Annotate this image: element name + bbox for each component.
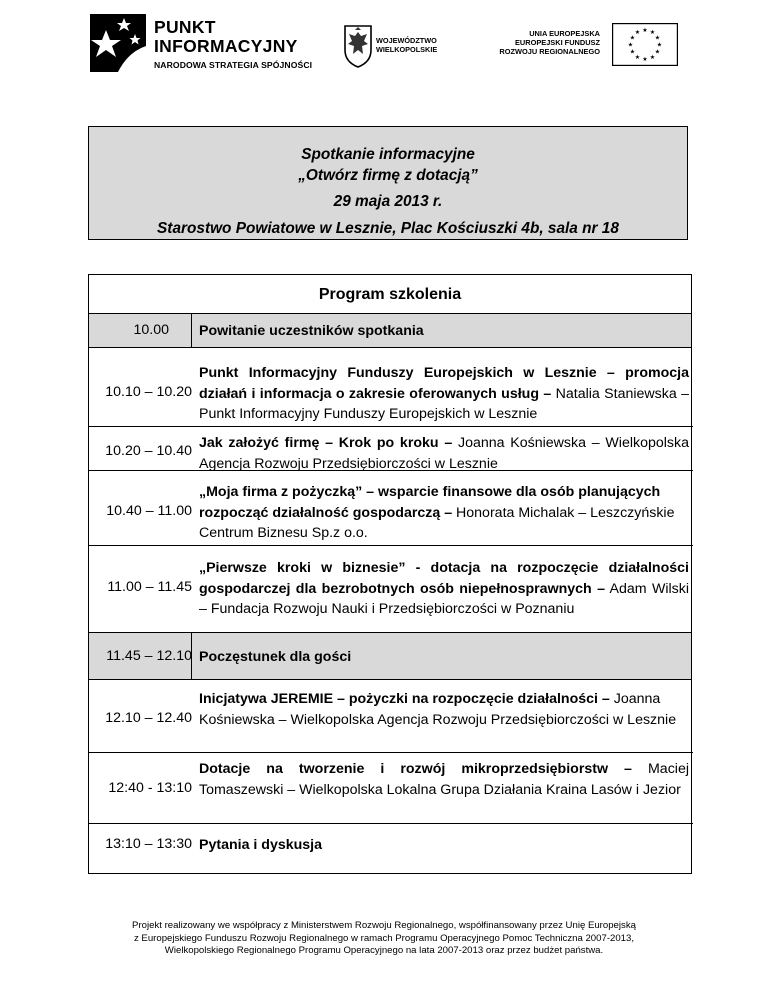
svg-text:★: ★ [656, 41, 663, 49]
row-divider [191, 632, 192, 680]
svg-text:★: ★ [654, 34, 661, 42]
event-title: Spotkanie informacyjne [301, 146, 475, 163]
program-row [89, 429, 691, 473]
program-table [88, 274, 692, 874]
program-row [89, 834, 691, 864]
row-title: Poczęstunek dla gości [199, 649, 352, 665]
footer-line3: Wielkopolskiego Regionalnego Programu Operacyjnego na lata 2007-2013 oraz przez budżet państwa. [164, 945, 604, 956]
nss-label: NARODOWA STRATEGIA SPÓJNOŚCI [154, 60, 313, 70]
eu-line2: EUROPEJSKI FUNDUSZ [514, 38, 600, 47]
row-speaker: Maciej Tomaszewski – Wielkopolska Lokalna Grupa Działania Kraina Lasów i Jezior [199, 761, 689, 798]
svg-text:★: ★ [649, 29, 656, 36]
svg-text:★: ★ [634, 54, 641, 61]
row-desc [199, 363, 689, 425]
svg-text:★: ★ [629, 34, 636, 42]
eu-line3: ROZWOJU REGIONALNEGO [499, 47, 600, 56]
program-row [89, 556, 691, 620]
punkt-label: PUNKT [154, 17, 216, 37]
row-time: 10.10 – 10.20 [105, 384, 192, 400]
row-speaker: Honorata Michalak – Leszczyńskie Centrum Biznesu Sp.z o.o. [199, 504, 675, 541]
program-row [89, 757, 691, 821]
eu-line1: UNIA EUROPEJSKA [529, 29, 600, 38]
program-row [89, 314, 691, 348]
informacyjny-label: INFORMACYJNY [154, 36, 298, 56]
program-row [89, 361, 691, 425]
row-speaker: Adam Wilski – Fundacja Rozwoju Nauki i Przedsiębiorczości w Poznaniu [199, 580, 689, 617]
row-desc [199, 433, 689, 474]
svg-text:★: ★ [629, 48, 636, 56]
row-title: Dotacje na tworzenie i rozwój mikroprzedsiębiorstw – [199, 761, 632, 777]
row-time: 11.00 – 11.45 [107, 579, 192, 595]
row-separator [89, 752, 693, 753]
row-time: 12:40 - 13:10 [108, 780, 192, 796]
svg-text:★: ★ [634, 29, 641, 36]
eu-logo [488, 23, 680, 67]
row-separator [89, 823, 693, 824]
program-row [89, 480, 691, 544]
row-speaker: Joanna Kośniewska – Wielkopolska Agencja Rozwoju Przedsiębiorczości w Lesznie [199, 691, 677, 728]
svg-text:★: ★ [642, 56, 648, 63]
row-desc [199, 835, 689, 856]
row-divider [191, 314, 192, 347]
program-row [89, 687, 691, 751]
row-title: Punkt Informacyjny Funduszy Europejskich w Lesznie – promocja działań i informacja o zakresie oferowanych usług – [199, 365, 689, 402]
row-desc [199, 321, 689, 342]
row-desc [199, 647, 689, 668]
program-heading: Program szkolenia [89, 275, 691, 314]
row-time: 10.00 [133, 322, 169, 338]
footer-line1: Projekt realizowany we współpracy z Ministerstwem Rozwoju Regionalnego, współfinansowany przez Unię Europejską [132, 920, 636, 931]
eu-flag-icon [612, 23, 678, 66]
row-time: 11.45 – 12.10 [106, 648, 192, 664]
svg-text:★: ★ [649, 54, 656, 61]
event-subtitle: „Otwórz firmę z dotacją” [298, 167, 478, 184]
wojewodztwo-line2: WIELKOPOLSKIE [376, 45, 438, 54]
row-desc [199, 759, 689, 800]
row-title: „Pierwsze kroki w biznesie” - dotacja na rozpoczęcie działalności gospodarczej dla bezrobotnych osób niepełnosprawnych – [199, 560, 689, 597]
row-time: 10.40 – 11.00 [106, 503, 192, 519]
row-title: Jak założyć firmę – Krok po kroku – [199, 435, 453, 451]
row-separator [89, 426, 693, 427]
row-time: 10.20 – 10.40 [105, 443, 192, 459]
row-title: „Moja firma z pożyczką” – wsparcie finansowe dla osób planujących rozpocząć działalność gospodarczą – [199, 484, 661, 521]
wojewodztwo-text [376, 36, 437, 54]
row-desc [199, 482, 689, 544]
row-speaker: Joanna Kośniewska – Wielkopolska Agencja Rozwoju Przedsiębiorczości w Lesznie [199, 435, 689, 472]
wojewodztwo-logo [343, 24, 473, 74]
row-title: Inicjatywa JEREMIE – pożyczki na rozpoczęcie działalności – [199, 691, 610, 707]
program-row [89, 632, 691, 680]
row-time: 13:10 – 13:30 [105, 836, 192, 852]
row-title: Powitanie uczestników spotkania [199, 323, 424, 339]
row-title: Pytania i dyskusja [199, 837, 323, 853]
event-place: Starostwo Powiatowe w Lesznie, Plac Kościuszki 4b, sala nr 18 [157, 220, 619, 237]
eu-text [499, 29, 600, 56]
footer-note [0, 920, 768, 958]
svg-text:★: ★ [642, 27, 648, 34]
row-time: 12.10 – 12.40 [105, 710, 192, 726]
punkt-informacyjny-logo [88, 12, 318, 82]
svg-text:★: ★ [627, 41, 634, 49]
row-desc [199, 558, 689, 620]
row-desc [199, 689, 689, 730]
svg-text:★: ★ [654, 48, 661, 56]
event-title-box [88, 126, 688, 240]
eagle-shield-icon [343, 24, 373, 68]
star-emblem-icon [88, 12, 148, 74]
footer-line2: z Europejskiego Funduszu Rozwoju Regionalnego w ramach Programu Operacyjnego Pomoc Techniczna 2007-2013, [133, 932, 635, 944]
wojewodztwo-line1: WOJEWÓDZTWO [376, 36, 437, 45]
row-separator [89, 545, 693, 546]
event-date: 29 maja 2013 r. [333, 193, 443, 210]
row-separator [89, 470, 693, 471]
row-speaker: Natalia Staniewska – Punkt Informacyjny Funduszy Europejskich w Lesznie [199, 385, 689, 422]
